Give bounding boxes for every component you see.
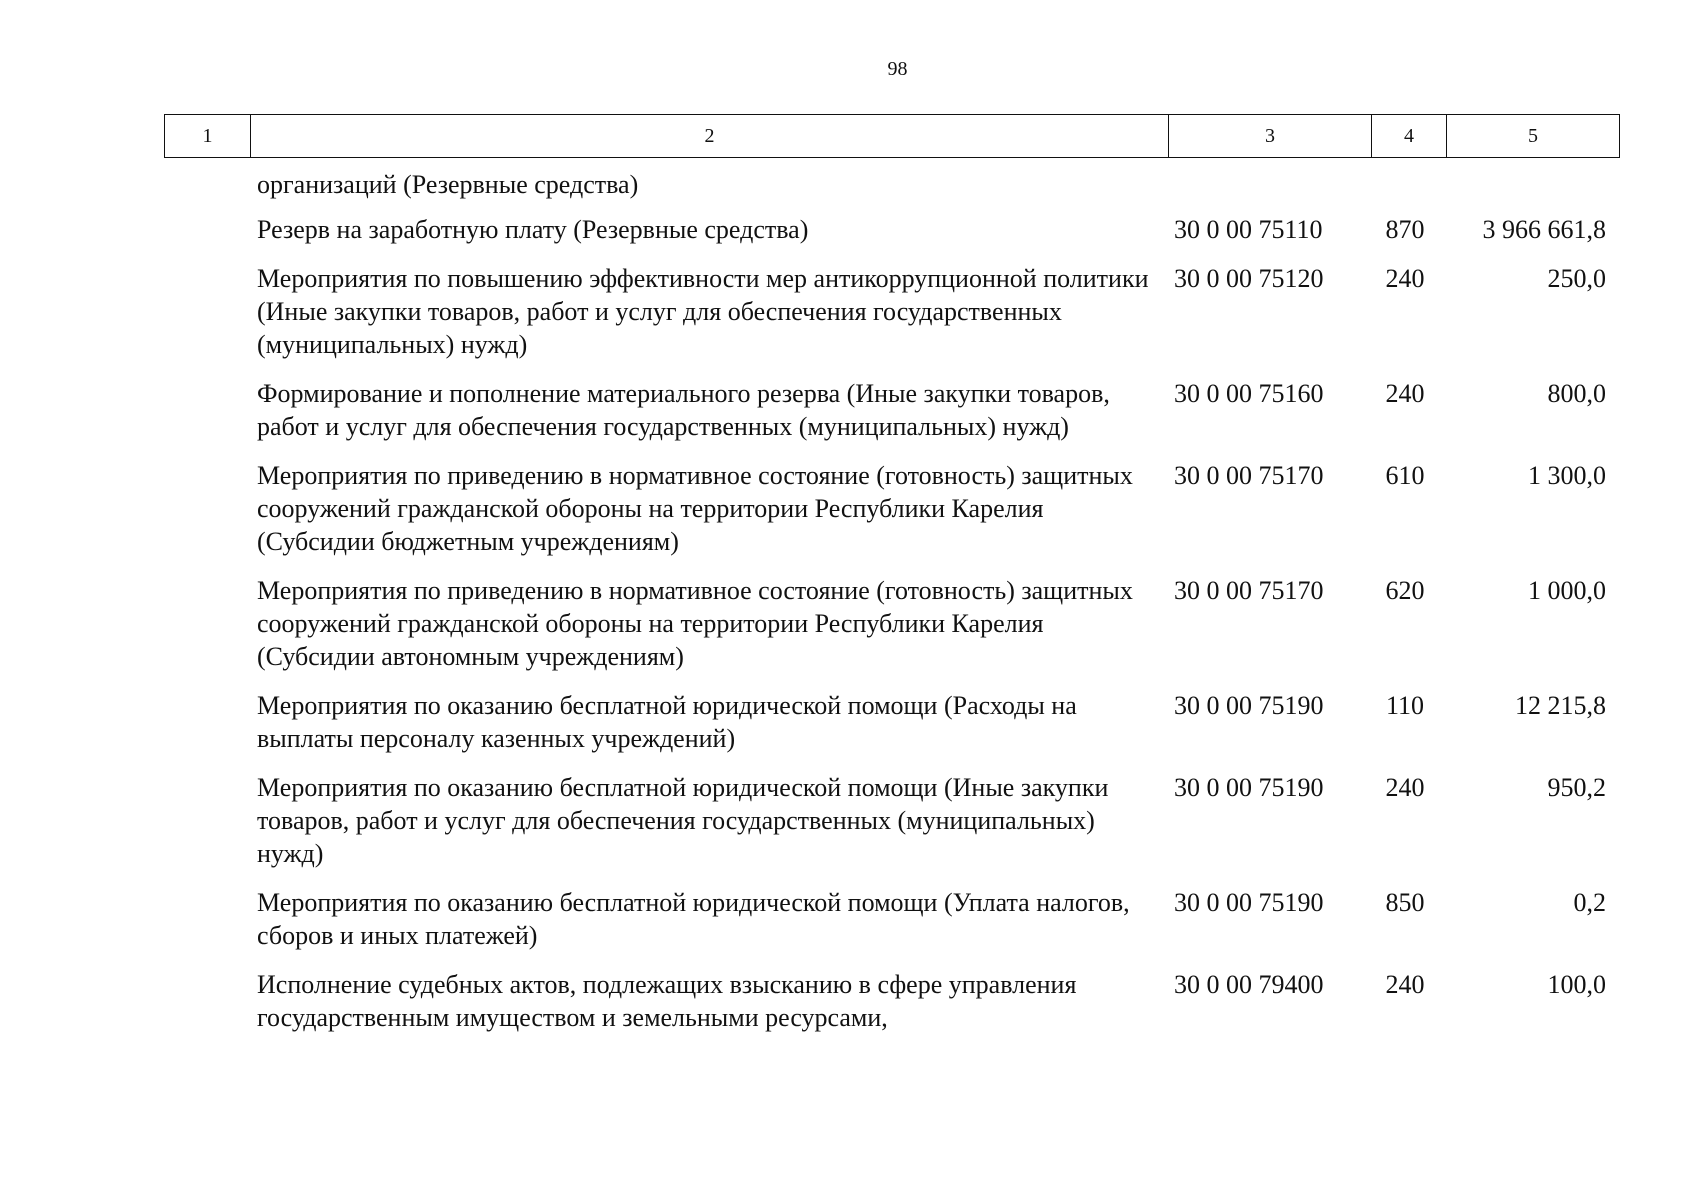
row-name: организаций (Резервные средства) xyxy=(257,170,639,199)
row-code: 30 0 00 75190 xyxy=(1174,888,1324,917)
row-type: 610 xyxy=(1385,461,1425,490)
budget-rows xyxy=(164,168,1614,1050)
table-row xyxy=(164,262,1614,361)
row-type: 870 xyxy=(1385,215,1425,244)
row-index-cell xyxy=(164,168,249,201)
row-amount: 100,0 xyxy=(1547,970,1606,999)
row-index-cell xyxy=(164,262,249,361)
row-amount xyxy=(1442,168,1614,201)
column-header-table xyxy=(164,114,1620,158)
row-code: 30 0 00 75110 xyxy=(1174,215,1323,244)
table-row xyxy=(164,886,1614,952)
row-name: Мероприятия по оказанию бесплатной юридической помощи (Уплата налогов, сборов и иных платежей) xyxy=(257,888,1130,950)
row-type: 240 xyxy=(1385,970,1425,999)
row-amount: 0,2 xyxy=(1573,888,1606,917)
table-row xyxy=(164,771,1614,870)
row-amount: 3 966 661,8 xyxy=(1482,215,1606,244)
table-row xyxy=(164,213,1614,246)
table-row xyxy=(164,377,1614,443)
row-index-cell xyxy=(164,886,249,952)
table-row xyxy=(164,968,1614,1034)
row-code: 30 0 00 75170 xyxy=(1174,576,1324,605)
row-type: 240 xyxy=(1385,264,1425,293)
row-amount: 800,0 xyxy=(1547,379,1606,408)
row-code: 30 0 00 75160 xyxy=(1174,379,1324,408)
table-row xyxy=(164,574,1614,673)
column-header-row xyxy=(165,115,1620,158)
table-row xyxy=(164,689,1614,755)
row-amount: 1 000,0 xyxy=(1528,576,1606,605)
row-index-cell xyxy=(164,689,249,755)
row-amount: 12 215,8 xyxy=(1515,691,1606,720)
page-number: 98 xyxy=(887,58,908,80)
row-amount: 950,2 xyxy=(1547,773,1606,802)
row-name: Мероприятия по приведению в нормативное состояние (готовность) защитных сооружений гражданской обороны на территории Республики Карелия (Субсидии автономным учреждениям) xyxy=(257,576,1133,671)
row-type: 240 xyxy=(1385,773,1425,802)
row-name: Мероприятия по повышению эффективности мер антикоррупционной политики (Иные закупки товаров, работ и услуг для обеспечения государственных (муниципальных) нужд) xyxy=(257,264,1149,359)
row-code xyxy=(1166,168,1368,201)
row-name: Резерв на заработную плату (Резервные средства) xyxy=(257,215,809,244)
table-row xyxy=(164,168,1614,201)
row-amount: 250,0 xyxy=(1547,264,1606,293)
row-index-cell xyxy=(164,574,249,673)
row-code: 30 0 00 75120 xyxy=(1174,264,1324,293)
row-name: Мероприятия по оказанию бесплатной юридической помощи (Расходы на выплаты персоналу казенных учреждений) xyxy=(257,691,1077,753)
row-code: 30 0 00 75190 xyxy=(1174,691,1324,720)
row-code: 30 0 00 79400 xyxy=(1174,970,1324,999)
column-header-5: 5 xyxy=(1447,115,1620,158)
row-amount: 1 300,0 xyxy=(1528,461,1606,490)
row-index-cell xyxy=(164,771,249,870)
row-code: 30 0 00 75170 xyxy=(1174,461,1324,490)
table-row xyxy=(164,459,1614,558)
row-name: Формирование и пополнение материального резерва (Иные закупки товаров, работ и услуг для обеспечения государственных (муниципальных) нужд) xyxy=(257,379,1110,441)
row-name: Мероприятия по приведению в нормативное состояние (готовность) защитных сооружений гражданской обороны на территории Республики Карелия (Субсидии бюджетным учреждениям) xyxy=(257,461,1133,556)
row-type: 240 xyxy=(1385,379,1425,408)
row-index-cell xyxy=(164,968,249,1034)
column-header-1: 1 xyxy=(165,115,251,158)
row-index-cell xyxy=(164,377,249,443)
row-name: Мероприятия по оказанию бесплатной юридической помощи (Иные закупки товаров, работ и услуг для обеспечения государственных (муниципальных) нужд) xyxy=(257,773,1109,868)
row-index-cell xyxy=(164,459,249,558)
row-name: Исполнение судебных актов, подлежащих взысканию в сфере управления государственным имуществом и земельными ресурсами, xyxy=(257,970,1077,1032)
row-type: 620 xyxy=(1385,576,1425,605)
row-type: 850 xyxy=(1385,888,1425,917)
column-header-3: 3 xyxy=(1169,115,1372,158)
column-header-2: 2 xyxy=(251,115,1169,158)
row-type: 110 xyxy=(1385,691,1425,720)
row-type xyxy=(1368,168,1442,201)
row-code: 30 0 00 75190 xyxy=(1174,773,1324,802)
row-index-cell xyxy=(164,213,249,246)
column-header-4: 4 xyxy=(1372,115,1447,158)
